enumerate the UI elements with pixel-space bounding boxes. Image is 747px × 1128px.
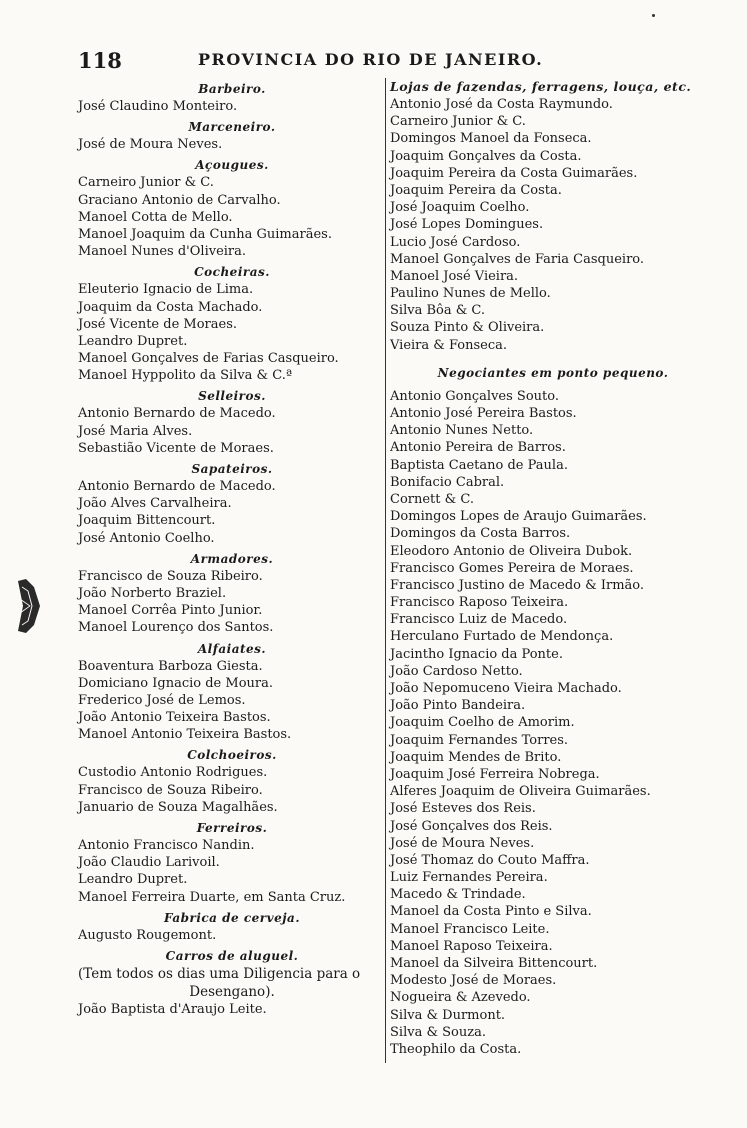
running-title: PROVINCIA DO RIO DE JANEIRO. [198,50,544,69]
list-item: Francisco Gomes Pereira de Moraes. [390,560,634,576]
list-item: Modesto José de Moraes. [390,973,557,989]
list-item: José Lopes Domingues. [390,217,544,233]
list-item: Manoel Francisco Leite. [390,921,550,937]
list-item: Alferes Joaquim de Oliveira Guimarães. [390,784,651,800]
list-item: Silva & Durmont. [390,1007,506,1023]
list-item: Frederico José de Lemos. [78,692,246,708]
section-heading-marceneiro: Marceneiro. [188,120,276,135]
list-item: Joaquim Mendes de Brito. [390,749,562,765]
list-item: Manoel Joaquim da Cunha Guimarães. [78,226,332,242]
list-item: José Gonçalves dos Reis. [390,818,553,834]
list-item: Souza Pinto & Oliveira. [390,320,545,336]
list-item: Sebastião Vicente de Moraes. [78,440,274,456]
list-item: Leandro Dupret. [78,872,188,888]
list-item: José Joaquim Coelho. [390,200,530,216]
list-item: Joaquim Coelho de Amorim. [390,715,575,731]
page-number: 118 [78,48,122,73]
list-item: Nogueira & Azevedo. [390,990,531,1006]
list-item: José Maria Alves. [78,423,193,439]
list-item: Baptista Caetano de Paula. [390,457,568,473]
list-item: Antonio Pereira de Barros. [390,440,566,456]
list-item: Joaquim Bittencourt. [78,513,216,529]
section-heading-carros-de-aluguel: Carros de aluguel. [165,948,299,963]
section-heading-armadores: Armadores. [190,551,274,566]
list-item: Antonio Francisco Nandin. [78,838,255,853]
list-item: João Norberto Braziel. [78,585,227,601]
right-column [388,78,718,1058]
list-item: Leandro Dupret. [78,333,188,349]
section-heading-fabrica-de-cerveja: Fabrica de cerveja. [163,910,301,925]
list-item: José de Moura Neves. [390,835,535,851]
list-item: Antonio Nunes Netto. [390,423,534,439]
list-item: Antonio Bernardo de Macedo. [78,479,276,494]
list-item: Luiz Fernandes Pereira. [390,870,548,886]
note-line: (Tem todos os dias uma Diligencia para o [78,965,361,982]
list-item: Antonio José da Costa Raymundo. [390,97,613,112]
section-heading-lojas-de-fazendas-ferragens-louca-etc: Lojas de fazendas, ferragens, louça, etc. [390,79,692,94]
section-heading-sapateiros: Sapateiros. [191,462,273,476]
section-heading-negociantes-em-ponto-pequeno: Negociantes em ponto pequeno. [437,365,669,380]
list-item: Vieira & Fonseca. [390,337,508,353]
list-item: Manoel da Silveira Bittencourt. [390,956,598,971]
list-item: Augusto Rougemont. [78,927,217,943]
list-item: Manoel Cotta de Mello. [78,209,233,225]
list-item: José de Moura Neves. [78,137,223,153]
ink-speck [652,14,655,17]
list-item: Francisco de Souza Ribeiro. [78,782,263,798]
list-item: José Esteves dos Reis. [390,801,536,817]
list-item: Francisco Justino de Macedo & Irmão. [390,577,645,593]
binding-ornament-icon [14,577,44,635]
section-note [78,965,386,1001]
list-item: Macedo & Trindade. [390,887,526,903]
list-item: Januario de Souza Magalhães. [78,799,278,815]
list-item: Antonio José Pereira Bastos. [390,406,577,421]
list-item: Jacintho Ignacio da Ponte. [390,646,563,662]
list-item: Manoel Raposo Teixeira. [390,938,553,954]
list-item: Francisco de Souza Ribeiro. [78,568,263,584]
list-item: Joaquim Pereira da Costa. [390,182,562,198]
list-item: José Antonio Coelho. [78,530,215,546]
section-heading-selleiros: Selleiros. [198,389,266,404]
list-item: Antonio Bernardo de Macedo. [78,406,276,422]
list-item: Lucio José Cardoso. [390,234,521,250]
list-item: Manoel Ferreira Duarte, em Santa Cruz. [78,889,346,905]
section-heading-colchoeiros: Colchoeiros. [187,748,277,763]
list-item: Manoel Hyppolito da Silva & C.ª [78,368,293,384]
list-item: Antonio Gonçalves Souto. [390,388,559,404]
section-heading-ferreiros: Ferreiros. [196,821,268,835]
section-heading-barbeiro: Barbeiro. [198,82,266,96]
list-item: José Vicente de Moraes. [78,316,237,332]
list-item: Paulino Nunes de Mello. [390,286,551,302]
list-item: Carneiro Junior & C. [78,175,214,191]
section-heading-alfaiates: Alfaiates. [197,641,267,656]
list-item: Domingos Manoel da Fonseca. [390,131,592,147]
section-heading-cocheiras: Cocheiras. [194,265,270,280]
list-item: Bonifacio Cabral. [390,474,505,490]
list-item: Manoel Nunes d'Oliveira. [78,244,247,260]
list-item: Theophilo da Costa. [390,1041,522,1057]
list-item: Silva Bôa & C. [390,303,486,319]
list-item: Joaquim Fernandes Torres. [390,732,569,748]
note-line: Desengano). [189,983,275,1000]
list-item: João Alves Carvalheira. [78,496,232,512]
list-item: José Thomaz do Couto Maffra. [390,852,590,868]
list-item: Domingos da Costa Barros. [390,526,571,542]
list-item: Manoel Corrêa Pinto Junior. [78,603,263,619]
list-item: Custodio Antonio Rodrigues. [78,765,268,781]
list-item: Joaquim Pereira da Costa Guimarães. [390,165,638,181]
list-item: Domingos Lopes de Araujo Guimarães. [390,509,647,525]
list-item: Manoel Lourenço dos Santos. [78,620,274,636]
left-column [78,80,386,1018]
list-item: Manoel Antonio Teixeira Bastos. [78,727,292,743]
list-item: Domiciano Ignacio de Moura. [78,675,273,691]
list-item: Herculano Furtado de Mendonça. [390,629,614,645]
list-item: João Nepomuceno Vieira Machado. [390,681,622,696]
list-item: Manoel da Costa Pinto e Silva. [390,904,592,920]
list-item: João Cardoso Netto. [390,663,523,679]
list-item: Joaquim José Ferreira Nobrega. [390,766,600,782]
list-item: Eleuterio Ignacio de Lima. [78,282,254,298]
list-item: Graciano Antonio de Carvalho. [78,192,281,208]
list-item: Eleodoro Antonio de Oliveira Dubok. [390,543,633,559]
list-item: João Claudio Larivoil. [78,855,220,871]
list-item: José Claudino Monteiro. [78,99,238,114]
list-item: Joaquim Gonçalves da Costa. [390,148,582,164]
section-heading-acougues: Açougues. [195,158,269,173]
page-header [78,48,718,74]
list-item: Francisco Raposo Teixeira. [390,595,569,611]
list-item: Joaquim da Costa Machado. [78,299,263,315]
list-item: Manoel Gonçalves de Farias Casqueiro. [78,351,339,367]
list-item: Silva & Souza. [390,1024,486,1040]
list-item: Cornett & C. [390,491,474,507]
list-item: Boaventura Barboza Giesta. [78,658,263,674]
list-item: Manoel José Vieira. [390,268,519,284]
list-item: João Baptista d'Araujo Leite. [78,1001,267,1017]
list-item: Manoel Gonçalves de Faria Casqueiro. [390,251,645,267]
list-item: Francisco Luiz de Macedo. [390,612,568,628]
list-item: João Pinto Bandeira. [390,698,526,714]
list-item: Carneiro Junior & C. [390,114,526,130]
list-item: João Antonio Teixeira Bastos. [78,710,271,726]
